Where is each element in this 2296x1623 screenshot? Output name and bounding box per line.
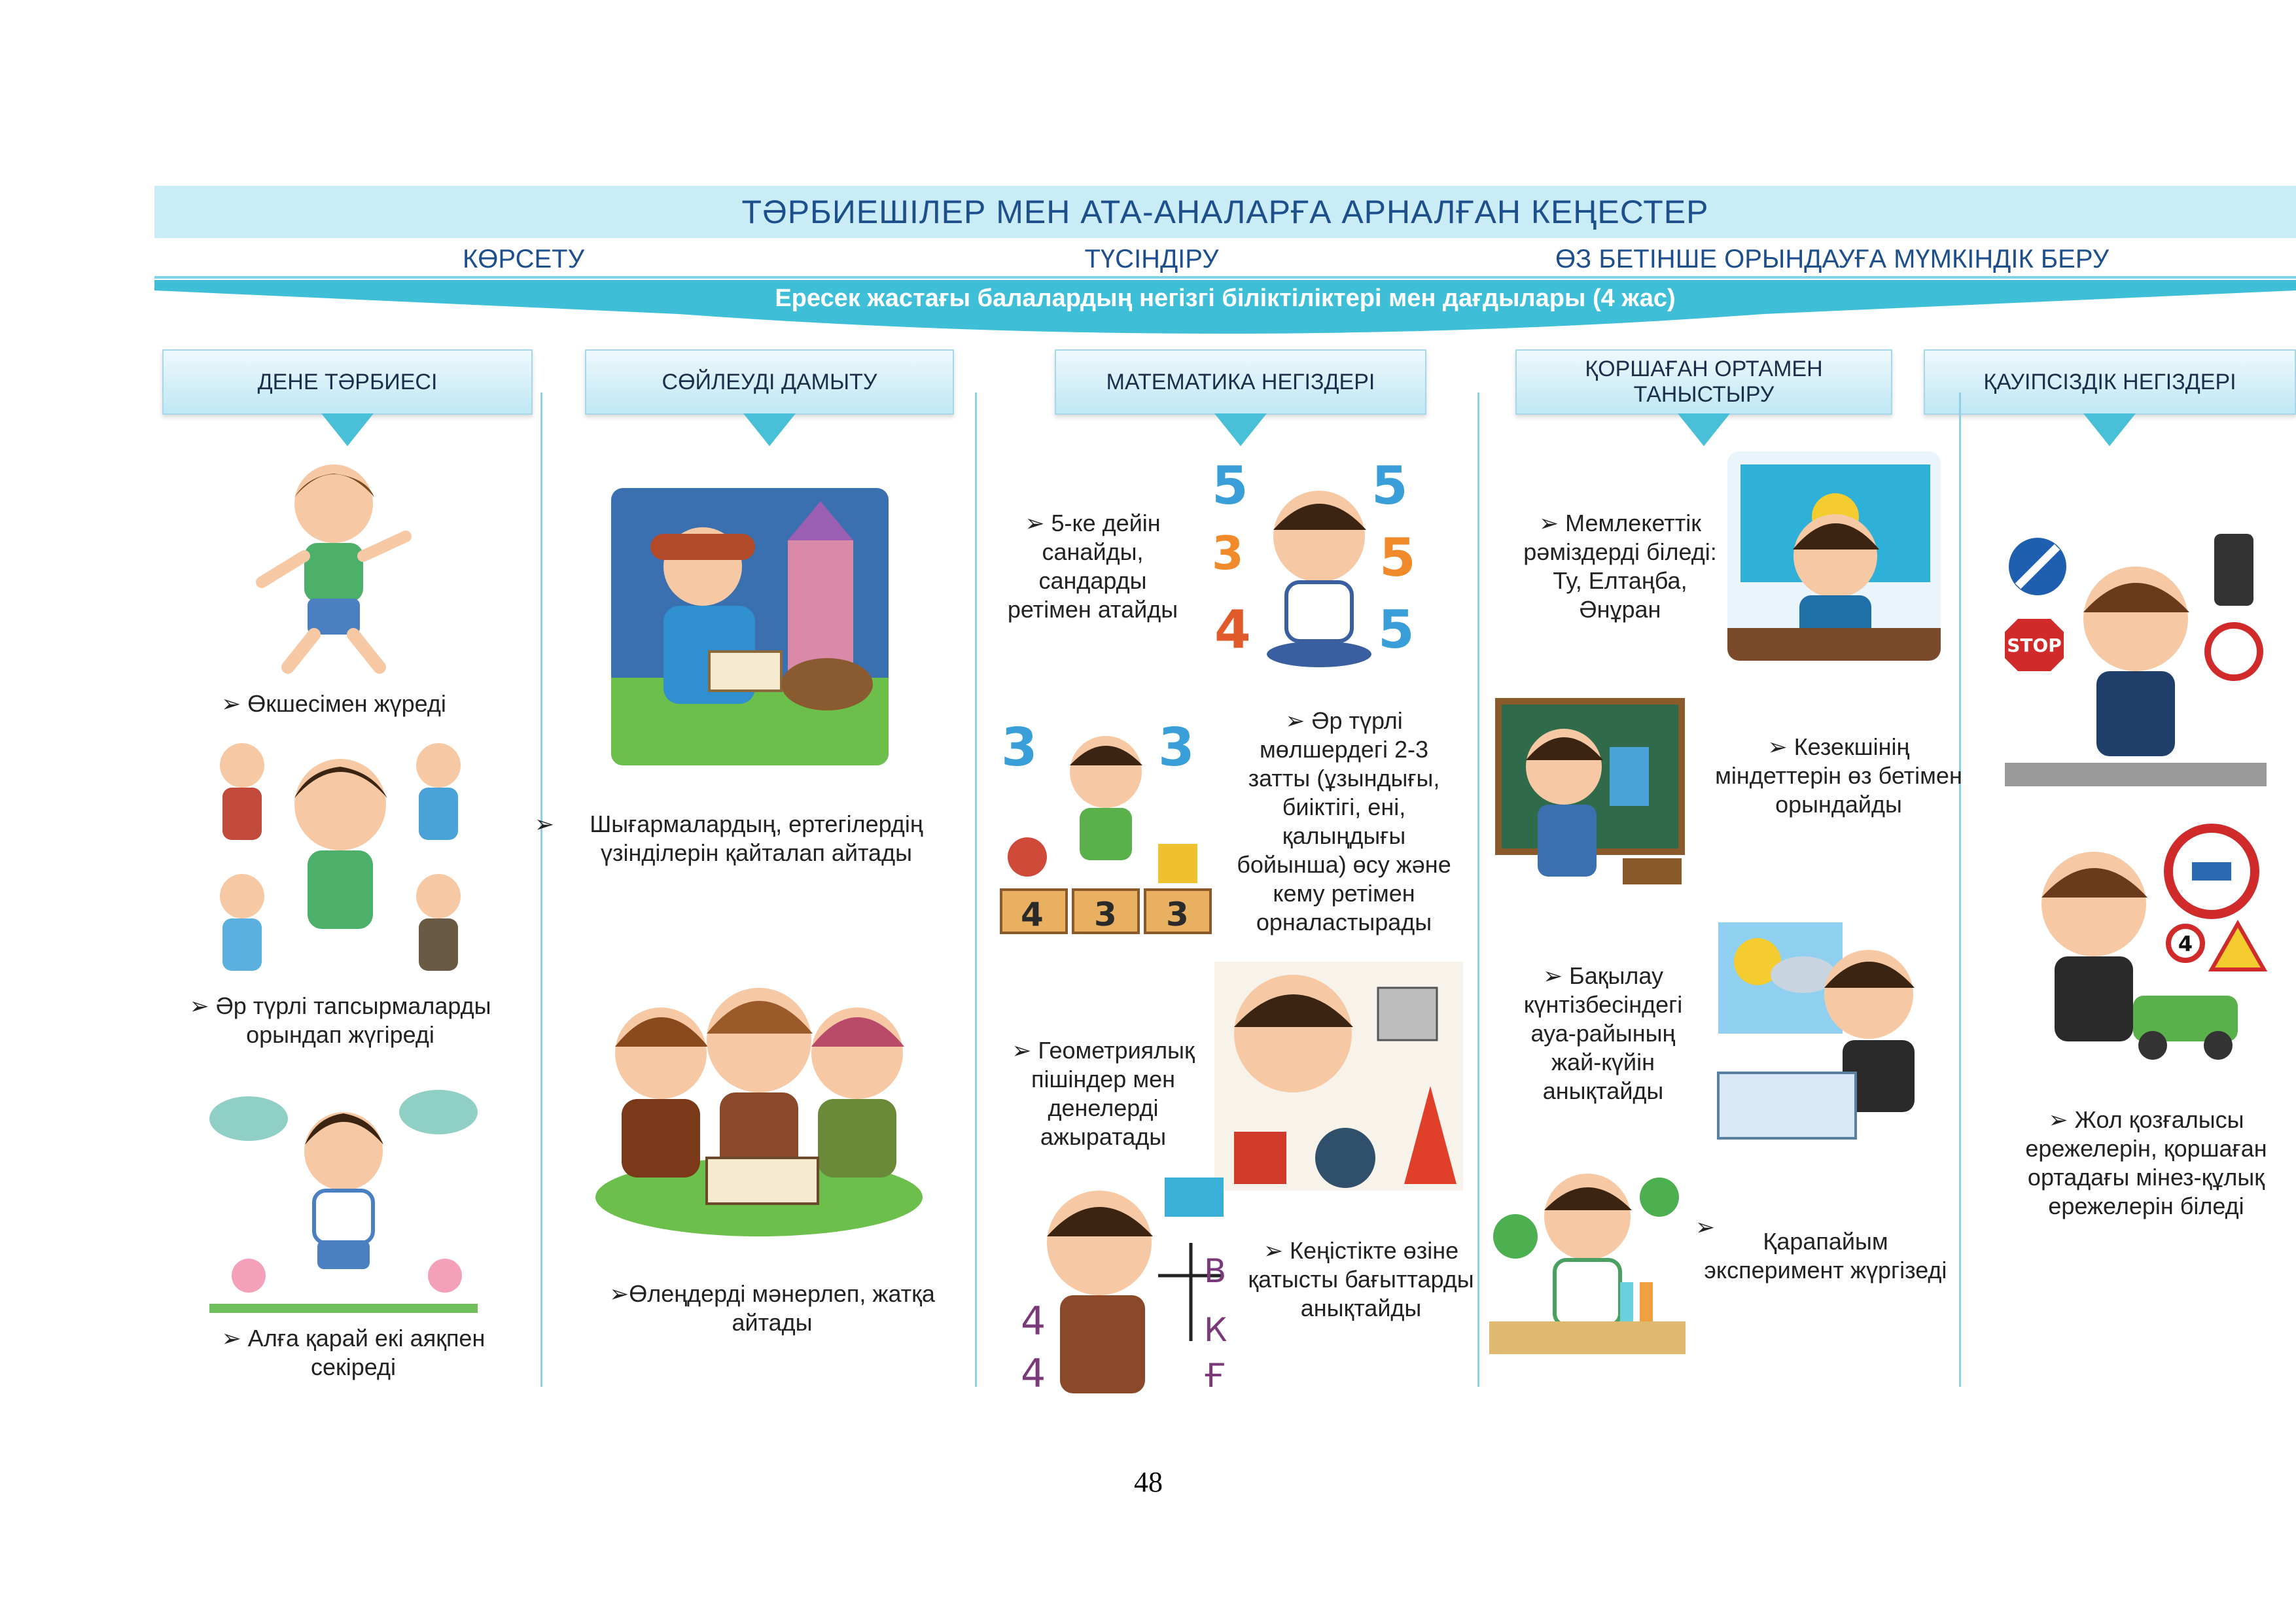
item-math-4: ➢ Кеңістікте өзіне қатысты бағыттарды анықтайды <box>1248 1237 1474 1321</box>
children-reading-book-illustration <box>589 922 929 1236</box>
boy-with-blocks-illustration <box>995 713 1217 935</box>
arrow-down-icon <box>2083 413 2136 446</box>
jumping-boy-illustration <box>209 1079 478 1315</box>
digit: 3 <box>1094 896 1117 934</box>
item-environment-4: Қарапайым эксперимент жүргізеді <box>1704 1228 1947 1283</box>
digit: 4 <box>1021 1299 1046 1344</box>
arrow-down-icon <box>321 413 374 446</box>
digit: 3 <box>1212 527 1244 580</box>
item-environment-1: ➢ Мемлекеттік рәміздерді біледі: Ту, Елтаңба, Әнұран <box>1523 510 1717 623</box>
speed-limit-digit: 4 <box>2178 932 2193 956</box>
column-divider <box>1959 393 1961 1387</box>
subheading-explain: ТҮСІНДІРУ <box>1084 245 1219 273</box>
running-children-illustration <box>203 733 478 988</box>
item-math-2: ➢ Әр түрлі мөлшердегі 2-3 затты (ұзындығы, биіктігі, ені, қалыңдығы бойынша) өсу және кему ретімен орналастырады <box>1237 707 1451 935</box>
column-header-physical: ДЕНЕ ТӘРБИЕСІ <box>162 349 533 415</box>
bullet-arrow: ➢ <box>1695 1213 1716 1240</box>
column-header-environment: ҚОРШАҒАН ОРТАМЕН ТАНЫСТЫРУ <box>1515 349 1892 415</box>
column-header-math: МАТЕМАТИКА НЕГІЗДЕРІ <box>1055 349 1426 415</box>
boy-reading-with-horse-illustration <box>611 488 889 765</box>
boy-cleaning-board-illustration <box>1492 695 1688 891</box>
direction-letter: К <box>1204 1311 1227 1349</box>
bullet-arrow: ➢ <box>534 811 555 837</box>
boy-with-traffic-signs-illustration <box>2015 819 2270 1062</box>
item-math-3: ➢ Геометриялық пішіндер мен денелерді ажыратады <box>1012 1037 1195 1150</box>
item-physical-1: ➢ Өкшесімен жүреді <box>221 690 446 717</box>
boy-with-road-signs-illustration <box>2005 527 2267 786</box>
page-title: ТӘРБИЕШІЛЕР МЕН АТА-АНАЛАРҒА АРНАЛҒАН КЕҢЕСТЕР <box>741 194 1709 230</box>
digit: 3 <box>1158 717 1195 778</box>
column-header-speech: СӨЙЛЕУДІ ДАМЫТУ <box>585 349 954 415</box>
digit: 5 <box>1371 458 1408 516</box>
item-speech-2: ➢Өлеңдерді мәнерлеп, жатқа айтады <box>609 1280 935 1336</box>
item-environment-2: ➢ Кезекшінің міндеттерін өз бетімен орындайды <box>1715 733 1962 818</box>
column-header-safety: ҚАУІПСІЗДІК НЕГІЗДЕРІ <box>1924 349 2296 415</box>
stop-sign-text: STOP <box>2007 635 2062 656</box>
digit: 4 <box>1021 1351 1046 1393</box>
digit: 4 <box>1021 896 1044 934</box>
boy-with-directions-illustration <box>1014 1171 1237 1393</box>
column-divider <box>975 393 977 1387</box>
direction-letter: В <box>1204 1252 1227 1290</box>
item-environment-3: ➢ Бақылау күнтізбесіндегі ауа-райының жай-күйін анықтайды <box>1523 962 1683 1104</box>
item-physical-3: ➢ Алға қарай екі аяқпен секіреді <box>221 1325 486 1380</box>
arrow-down-icon <box>743 413 796 446</box>
ribbon-text: Ересек жастағы балалардың негізгі біліктіліктері мен дағдылары (4 жас) <box>775 285 1676 312</box>
boy-weather-calendar-illustration <box>1712 916 1929 1140</box>
subheading-independent: ӨЗ БЕТІНШЕ ОРЫНДАУҒА МҮМКІНДІК БЕРУ <box>1555 245 2110 273</box>
digit: 3 <box>1001 717 1038 778</box>
digit: 3 <box>1166 896 1189 934</box>
item-speech-1: Шығармалардың, ертегілердің үзінділерін қайталап айтады <box>590 811 923 866</box>
boy-with-numbers-illustration <box>1208 458 1430 674</box>
item-safety-1: ➢ Жол қозғалысы ережелерін, қоршаған ортадағы мінез-құлық ережелерін біледі <box>2025 1106 2267 1219</box>
item-physical-2: ➢ Әр түрлі тапсырмаларды орындап жүгіреді <box>189 992 491 1048</box>
digit: 5 <box>1379 527 1416 588</box>
boy-with-flag-illustration <box>1727 451 1941 661</box>
boy-experiment-illustration <box>1489 1158 1686 1354</box>
digit: 5 <box>1212 458 1248 516</box>
direction-letter: Ғ <box>1204 1357 1226 1393</box>
arrow-down-icon <box>1214 413 1267 446</box>
boy-with-shapes-illustration <box>1214 962 1463 1191</box>
digit: 5 <box>1378 599 1415 660</box>
column-divider <box>540 393 542 1387</box>
subheading-show: КӨРСЕТУ <box>462 245 585 273</box>
digit: 4 <box>1214 599 1251 660</box>
item-math-1: ➢ 5-ке дейін санайды, сандарды ретімен атайды <box>1007 510 1178 623</box>
page-number: 48 <box>1134 1466 1163 1498</box>
arrow-down-icon <box>1678 413 1730 446</box>
running-boy-illustration <box>236 451 432 687</box>
